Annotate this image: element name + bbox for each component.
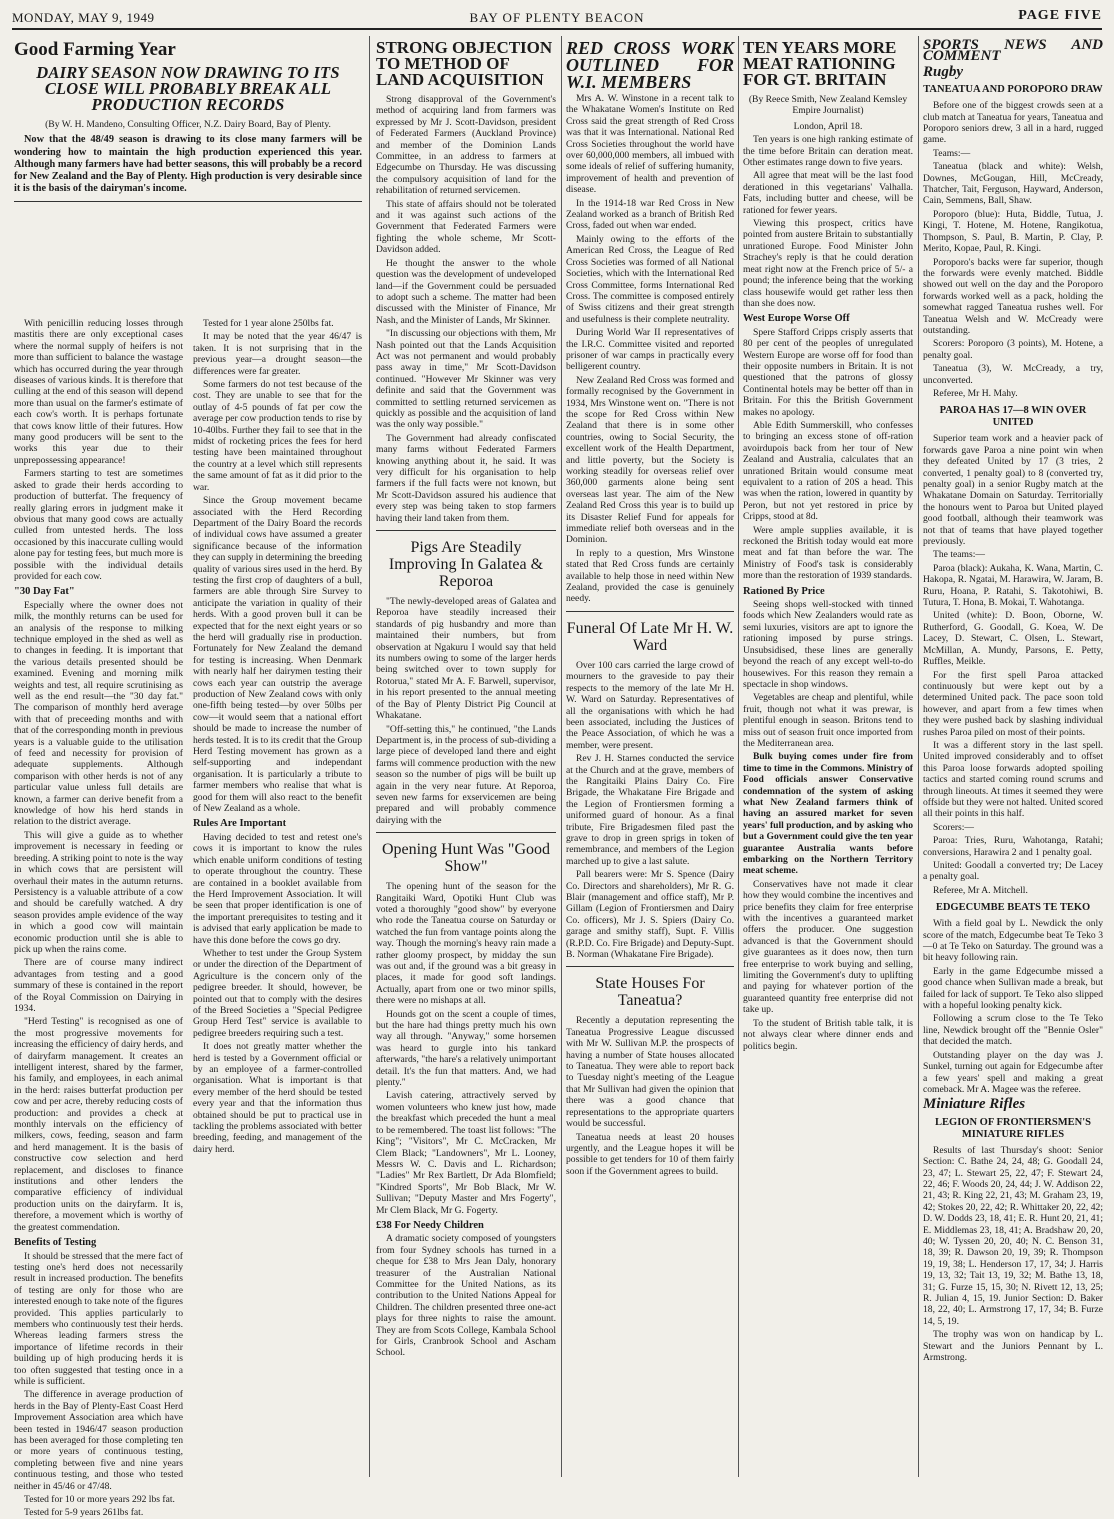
paragraph: The Government had already confiscated many farms without Federated Farmers knowing anything about it, he said. It was very difficult for his organisation to help farmers if the full facts were not known, but Mr Scott-Davidson assured his audience that every step was being taken to stop farmers having their land taken from them. [376,432,556,524]
paragraph: He thought the answer to the whole question was the development of undeveloped land—if the Government could be persuaded to adopt such a scheme. The matter had been discussed with the Minister of Finance, Mr Nash, and the Minister of Lands, Mr Skinner. [376,257,556,326]
paragraph: Referee, Mr A. Mitchell. [933,884,1028,896]
paragraph: During World War II representatives of the I.R.C. Committee visited and reported prisoner of war camps in practically every belligerent country. [566,327,734,373]
paragraph: It may be noted that the year 46/47 is taken. It is not surprising that in the previous year—a drought season—the differences were far greater. [193,331,362,377]
paragraph: Following a scrum close to the Te Teko line, Newdick brought off the "Bennie Osler" that decided the match. [923,1013,1103,1048]
meat-byline: (By Reece Smith, New Zealand Kemsley Empire Journalist) [748,94,908,117]
paragraph: Seeing shops well-stocked with tinned foods which New Zealanders would rate as semi luxuries, visitors are apt to ignore the rationing imposed by purse strings. Unsubsidised, these lines are generally beyond the reach of any except well-to-do housewives. For this reason they remain a spectacle in shop windows. [743,599,913,690]
paragraph: Outstanding player on the day was J. Sunkel, turning out again for Edgecumbe after a few years' spell and making a great comeback. Mr A. Magee was the referee. [923,1049,1103,1095]
paragraph: Lavish catering, attractively served by women volunteers who knew just how, made the breakfast which preceded the hunt a meal to be remembered. The toast list follows: "The King"; "Visitors", Mr C. McCracken, Mr Clem Black; "Landowners", Mr L. Looney, Messrs W. C. Davis and L. Richardson; "Ladies" Mr Rex Bartlett, Dr Ada Blomfield; "Kindred Sports", Mr Bob Black, Mr W. Sullivan; "Deputy Master and Mrs Fogerty", Mr Clem Black, Mr G. Fogerty. [376,1090,556,1216]
paragraph: Ten years is one high ranking estimate of the time before Britain can deration meat. Other estimates range down to five years. [743,134,913,169]
paragraph: "In discussing our objections with them, Mr Nash pointed out that the Lands Acquisition Act was not permanent and would probably pass away in time," Mr Scott-Davidson continued. "However Mr Skinner was very definite and said that the Government was committed to settling returned servicemen as quickly as possible and the acquisition of land was the only way possible." [376,328,556,431]
section-heading: Good Farming Year [14,39,176,60]
paragraph: The trophy was won on handicap by L. Stewart and the Juniors Pennant by L. Armstrong. [923,1329,1103,1364]
sports-headline-3: EDGECUMBE BEATS TE TEKO [935,902,1091,914]
pigs-headline: Pigs Are Steadily Improving In Galatea & Reporoa [388,539,544,591]
paragraph: Taneatua (black and white): Welsh, Downes, McGougan, Hill, McCready, Thatcher, Tait, Ferguson, Hayward, Anderson, Cain, Semmens, Ball, Shaw. [923,161,1103,207]
paragraph: Mrs A. W. Winstone in a recent talk to the Whakatane Women's Institute on Red Cross said the great strength of Red Cross was that it was International. National Red Cross Societies throughout the world have over 60,000,000 members, all imbued with some ideals of relief of suffering humanity, improvement of health and prevention of disease. [566,93,734,196]
paragraph: Were ample supplies available, it is reckoned the British today would eat more meat and fat than before the war. The Ministry of Food's task is considerably more than the restoration of 1939 standards. [743,524,913,582]
paragraph: To the student of British table talk, it is not always clear where dinner ends and politics begin. [743,1017,913,1052]
paragraph: "Herd Testing" is recognised as one of the most progressive movements for increasing the efficiency of dairy herds, and of dairyfarm management. It creates an intelligent interest, shared by the farmer, his family, and employees, in each animal in the herd: raises butterfat production per cow and per acre, thereby reducing costs of production: and provides a check at monthly intervals on the efficiency of milkers, cows, feeding, season and farm and herd management. It is the basis of constructive cow selection and herd replacement, and discloses to finance institutions and other lenders the comparative efficiency of individual production units on the dairyfarm. It is, therefore, a movement which is worthy of the greatest commendation. [14,1016,183,1233]
paragraph: Rev J. H. Starnes conducted the service at the Church and at the grave, members of the Rangitaiki Plains Dairy Co. Fire Brigade, the Whakatane Fire Brigade and the Legion of Frontiersmen forming a uniformed guard of honour. As a final tribute, Fire Brigadesmen filed past the grave to drop in green sprigs in token of remembrance, and members of the Legion marched up to give a last salute. [566,753,734,867]
hunt-headline: Opening Hunt Was "Good Show" [381,841,551,876]
paragraph: With penicillin reducing losses through mastitis there are only exceptional cases where the normal supply of heifers is not more than sufficient to balance the wastage which has occurred during the year through diseases of various kinds. It is therefore that culling at the end of this season will depend more than usual on the farmer's estimate of each cow's worth. It is perhaps fortunate that cows know little of their futures. How many good producers will be sent to the works this year due to their unprepossessing appearance! [14,318,183,466]
subheading: Rules Are Important [193,818,287,830]
farming-intro: Now that the 48/49 season is drawing to its close many farmers will be wondering how to maintain the high production experienced this year. Although many farmers have had better seasons, this will probably be a record for New Zealand and the Bay of Plenty. High production is very desirable since it is the basis of the dairyman's income. [14,134,362,195]
page-number: PAGE FIVE [1018,8,1102,23]
funeral-headline: Funeral Of Late Mr H. W. Ward [566,619,734,654]
divider [376,530,556,531]
paragraph: This state of affairs should not be tolerated and it was against such actions of the Government that Federated Farmers were fighting the whole scheme, Mr Scott-Davidson added. [376,198,556,256]
paragraph: Some farmers do not test because of the cost. They are unable to see that for the outlay of 4-5 pounds of fat per cow the average per cow production tends to rise by 10-40lbs. Further they fail to see that in the midst of rocketing prices the fees for herd testing have been maintained throughout the country at a level which still represents the same amount of fat as it did prior to the war. [193,379,362,493]
column-rule [918,36,919,1477]
column-3 [376,36,556,1477]
masthead [12,6,1102,30]
paragraph: Conservatives have not made it clear how they would combine the incentives and price benefits they claim for free enterprise with the incentives a guaranteed market offers the producer. One suggestion advanced is that the Government should give guarantees as it does now, then turn free enterprise to work buying and selling, limiting the Government's duty to uplifting and paying for whatever portion of the guaranteed quantity free enterprise did not take up. [743,878,913,1016]
paragraph: Scorers:— [933,821,975,833]
land-headline: STRONG OBJECTION TO METHOD OF LAND ACQUISITION [376,38,553,89]
paragraph: This will give a guide as to whether improvement is necessary in feeding or breeding. A striking point to note is the way in which cows that are persistent will overhaul their mates in the autumn returns. Persistency is a valuable attribute of a cow and should be carefully watched. A dry season provides ample evidence of the way in which a good cow will maintain economic production until she is able to pick up when the rains come. [14,829,183,955]
paragraph: "The newly-developed areas of Galatea and Reporoa have steadily increased their standards of pig husbandry and more than maintained their numbers, but from observation at Ngakuru I would say that held its numbers owing to some of the larger herds being switched over to town supply for Rotorua," stated Mr A. F. Barwell, supervisor, in his report presented to the annual meeting of the Bay of Plenty District Pig Council at Whakatane. [376,596,556,722]
sports-headline-1: TANEATUA AND POROPORO DRAW [923,84,1103,96]
paragraph: "Off-setting this," he continued, "the Lands Department is, in the process of sub-dividing a large piece of developed land there and eight farms will commence production with the new season so the number of pigs will be built up again in the very near future. At Reporoa, seven new farms for exservicemen are being prepared and will probably commence dairying with the [376,723,556,826]
paragraph: Farmers starting to test are sometimes asked to grade their herds according to production of butterfat. The frequency of really glaring errors in judgment make it obvious that many good cows are actually culled from untested herds. The loss occasioned by this inaccurate culling would alone pay for testing fees, but much more is possible with the individual details provided for each cow. [14,468,183,582]
paragraph: The difference in average production of herds in the Bay of Plenty-East Coast Herd Improvement Association area which have been tested in 1946/47 season production has been averaged for those completing ten or more years of continuous testing, completing between five and nine years continuous testing, and those who tested neither in 45/46 or 47/48. [14,1389,183,1492]
houses-headline: State Houses For Taneatua? [595,975,705,1010]
redcross-headline: RED CROSS WORK OUTLINED FOR W.I. MEMBERS [566,38,734,92]
paragraph: New Zealand Red Cross was formed and formally recognised by the Government in 1934, Mrs Winstone went on. "There is not the scope for Red Cross within New Zealand that there is in some other countries, owing to Social Security, the excellent work of the Health Department, and little poverty, but the Society is working steadily for overseas relief over 360,000 garments alone being sent overseas last year. The aim of the New Zealand Red Cross this year is to build up its Disaster Relief Fund for appeals for immediate relief both overseas and in the Dominion. [566,374,734,546]
divider [14,201,362,202]
paragraph: It does not greatly matter whether the herd is tested by a Government official or by an employee of a farmer-controlled organisation. What is important is that every member of the herd should be tested every year and that the information thus obtained should be put to practical use in tackling the problems associated with better breeding, feeding, and management of the dairy herd. [193,1041,362,1155]
paragraph: In reply to a question, Mrs Winstone stated that Red Cross funds are certainly available to help those in need within New Zealand, provided the case is genuinely needy. [566,547,734,605]
paragraph: Tested for 10 or more years 292 lbs fat. [24,1494,175,1506]
paragraph: Teams:— [933,147,971,159]
paragraph: Poroporo's backs were far superior, though the forwards were evenly matched. Biddle showed out well on the day and the Poroporo forwards worked well as a pack, holding the somewhat ragged Taneatua rushes well. For Taneatua Welsh and W. McCready were outstanding. [923,256,1103,336]
subheading: West Europe Worse Off [743,313,850,325]
paragraph: Results of last Thursday's shoot: Senior Section: C. Bathe 24, 24, 48; G. Goodall 24, 23, 47; L. Stewart 25, 22, 47; F. Stewart 24, 22, 46; F. Woods 20, 24, 44; J. W. Addison 22, 21, 43; R. King 22, 21, 43; M. Graham 23, 19, 42; Stokes 20, 22, 42; R. Whittaker 20, 22, 42; D. W. Dodds 23, 18, 41; E. R. Hunt 20, 21, 41; E. Middlemas 23, 18, 41; A. Bradshaw 20, 20, 40; W. Tyssen 20, 20, 40; N. C. Benson 31, 18, 39; R. Dawson 20, 19, 39; R. Thompson 19, 19, 38; L. Henderson 17, 17, 34; J. Harris 19, 13, 32; Tait 13, 19, 32; M. Bathe 13, 18, 31; G. Furze 15, 15, 30; N. Rivett 12, 13, 25; R. Julian 4, 15, 19. Junior Section: D. Baker 18, 22, 40; L. Armstrong 17, 17, 34; B. Furze 14, 5, 19. [923,1144,1103,1327]
subheading: "30 Day Fat" [14,586,75,598]
divider [566,611,734,612]
paragraph: Paroa (black): Aukaha, K. Wana, Martin, C. Hakopa, R. Ngatai, M. Harawira, W. Jaram, B. Ruru, Hoana, P. Ratahi, S. Takotohiwi, B. Tutura, T. Hona, B. Mokai, T. Wahotanga. [923,562,1103,609]
paragraph: All agree that meat will be the last food derationed in this vegetarians' Valhalla. Fats, including butter and cheese, will be rationed for fewer years. [743,170,913,216]
paragraph: United: Goodall a converted try; De Lacey a penalty goal. [923,860,1103,883]
paragraph: Whether to test under the Group System or under the direction of the Department of Agriculture is the concern only of the pedigree breeder. It should, however, be pointed out that to comply with the desires of the Breed Societies a "Special Pedigree Group Herd Test" service is available to pedigree breeders requiring such a test. [193,947,362,1039]
paragraph: A dramatic society composed of youngsters from four Sydney schools has turned in a cheque for £38 to Mrs Jean Daly, honorary treasurer of the Australian National Committee for the United Nations, as its contribution to the United Nations Appeal for Children. The children presented three one-act plays for three nights to raise the amount. They are from Scots College, Kambala School for Girls, Cranbrook School and Ascham School. [376,1233,556,1359]
paragraph: Taneatua needs at least 20 houses urgently, and the League hopes it will be possible to get tenders for 10 of them fairly soon if the Government agrees to build. [566,1131,734,1177]
divider [376,832,556,833]
paragraph: Tested for 1 year alone 250lbs fat. [203,318,334,329]
farming-byline: (By W. H. Mandeno, Consulting Officer, N.Z. Dairy Board, Bay of Plenty. [45,119,331,130]
paragraph: Tested for 5-9 years 261lbs fat. [24,1507,144,1519]
paragraph: In the 1914-18 war Red Cross in New Zealand worked as a branch of British Red Cross, faded out when war ended. [566,197,734,232]
subheading: Rationed By Price [743,585,825,597]
paragraph: United (white): D. Boon, Oborne, W. Rutherford, G. Goodall, G. Koea, W. De Lacey, D. Stewart, C. Olsen, L. Stewart, McMillan, A. Mundy, Parsons, E. Petty, Ruffles, Meikle. [923,610,1103,668]
issue-date: MONDAY, MAY 9, 1949 [12,10,155,25]
paragraph: There are of course many indirect advantages from testing and a good summary of these is contained in the report of the Royal Commission on Dairying in 1934. [14,957,183,1014]
paragraph: The opening hunt of the season for the Rangitaiki Ward, Opotiki Hunt Club was voted a thoroughly "good show" by everyone who rode the Taneatua course on Saturday or watched the fun from vantage points along the way. Though the morning's heavy rain made a rather gloomy prospect, by midday the sun was out and, if the ground was a bit greasy in places, it made for good soft landings. Actually, apart from one or two minor spills, there were no mishaps at all. [376,881,556,1007]
paragraph-bold: Bulk buying comes under fire from time to time in the Commons. Ministry of Food officials answer Conservative condemnation of the system of asking what New Zealand farmers think of having an assured market for seven years' full production, and by asking who but a Government could give the ten year guarantee Australia wants before embarking on the Northern Territory meat scheme. [743,751,913,877]
meat-headline: TEN YEARS MORE MEAT RATIONING FOR GT. BRITAIN [743,38,897,89]
newspaper-title: BAY OF PLENTY BEACON [469,10,645,25]
paragraph: Strong disapproval of the Government's method of acquiring land from farmers was expressed by Mr J. Scott-Davidson, president of Federated Farmers (Auckland Province) and member of the Dominion Lands Committee, in an address to farmers at Edgecumbe on Thursday. He was discussing the compulsory acquisition of land for the rehabilitation of returned servicemen. [376,94,556,197]
column-5 [743,36,913,1477]
paragraph: It was a different story in the last spell. United improved considerably and to offset this Paroa loose forwards adopted spoiling tactics and started coming round scrums and through lineouts. At times it seemed they were offside but they were not halted. United scored all their points in this half. [923,739,1103,820]
rifles-label: Miniature Rifles [923,1096,1026,1113]
paragraph: Superior team work and a heavier pack of forwards gave Paroa a nine point win when they defeated United by 17 (3 tries, 2 converted, 1 penalty goal) to 8 (converted try, penalty goal) in a senior Rugby match at the Whakatane Domain on Saturday. Territorially the honours went to Paroa but United played good football, although their teamwork was not that of teams that have played together previously. [923,433,1103,548]
paragraph: Paroa: Tries, Ruru, Wahotanga, Ratahi; conversions, Harawira 2 and 1 penalty goal. [923,835,1103,858]
paragraph: Able Edith Summerskill, who confesses to bringing an excess stone of off-ration avoirdupois back from her tour of New Zealand and Australia, calculates that an unrationed Britain would consume meat equivalent to a ration of 20S a head. This was when the ration, lowered in quantity by Peron, but not yet restored in price by Cripps, stood at 8d. [743,419,913,523]
sports-headline-4: LEGION OF FRONTIERSMEN'S MINIATURE RIFLES [935,1116,1091,1140]
paragraph: Early in the game Edgecumbe missed a good chance when Sullivan made a break, but failed for lack of support. Te Teko also slipped with a hopeful looking penalty kick. [923,965,1103,1012]
paragraph: Before one of the biggest crowds seen at a club match at Taneatua for years, Taneatua and Poroporo seniors drew, 3 all in a hard, rugged game. [923,100,1103,146]
column-4 [566,36,734,1477]
column-rule [738,36,739,1477]
paragraph: Taneatua (3), W. McCready, a try, unconverted. [923,363,1103,386]
paragraph: With a field goal by L. Newdick the only score of the match, Edgecumbe beat Te Teko 3—0 at Te Teko on Saturday. The ground was a bit heavy following rain. [923,918,1103,964]
column-6 [923,36,1103,1477]
subheading: £38 For Needy Children [376,1219,484,1231]
paragraph: Poroporo (blue): Huta, Biddle, Tutua, J. Kingi, T. Hotene, M. Hotene, Rangikotua, Thompson, S. Paul, B. Martin, P. Clay, P. Merito, Kopae, Paul, R. Kingi. [923,208,1103,255]
paragraph: For the first spell Paroa attacked continuously but were kept out by a determined United pack. The pace soon told however, and apart from a few times when they were pushed back by slashing individual rushes Paroa piled on most of their points. [923,669,1103,738]
paragraph: Since the Group movement became associated with the Herd Recording Department of the Dairy Board the records of individual cows have assumed a greater significance because of the information they can supply in determining the breeding quality of various sires used in the herd. By testing the first crop of daughters of a bull, farmers are able through Sire Survey to anticipate the variation in quality of their herds. With a good proven bull it can be expected that for the next eight years or so the herd will gradually rise in production. Fortunately for New Zealand the demand for testing is increasing. When Denmark with nearly half her dairymen testing their cows each year can outstrip the average production of New Zealand cows with only one-fifth being tested—by over 50lbs per cow—it would seem that a national effort should be made to increase the number of herds tested. It is to its credit that the Group Herd Testing movement has grown as a self-supporting and independant organisation. It is particularly a tribute to farmer members who realise that what is good for them will also react to the benefit of New Zealand as a whole. [193,495,362,815]
farming-headline: DAIRY SEASON NOW DRAWING TO ITS CLOSE WILL PROBABLY BREAK ALL PRODUCTION RECORDS [36,63,340,114]
paragraph: Referee, Mr H. Mahy. [933,387,1018,399]
paragraph: Spere Stafford Cripps crisply asserts that 80 per cent of the peoples of unregulated Western Europe are worse off for food than their opposite numbers in Britain. It is not questioned that the patrons of glossy Continental hotels may be better off than in Britain. For this the British Government makes no apology. [743,326,913,418]
paragraph: Mainly owing to the efforts of the American Red Cross, the League of Red Cross Societies was formed of all National Societies, which with the International Red Cross Committee, forms International Red Cross. The committee is composed entirely of Swiss citizens and their great strength and usefulness is their complete neutrality. [566,233,734,325]
farming-article [14,36,362,1519]
sports-headline-2: PAROA HAS 17—8 WIN OVER UNITED [939,405,1087,429]
rugby-label: Rugby [923,63,964,80]
paragraph: It should be stressed that the mere fact of testing one's herd does not necessarily result in increased production. The benefits of testing are only for those who are interested enough to take note of the figures provided. This applies particularly to members who continuously test their herds. Whereas leading farmers stress the importance of lifetime records in their building up of high producing herds it is too often suggested that testing once in a while is sufficient. [14,1250,183,1387]
farming-left-column [14,318,183,1519]
column-rule [369,36,370,1477]
paragraph: Viewing this prospect, critics have pointed from austere Britain to substantially unrationed Europe. Food Minister John Strachey's reply is that he could deration meat right now at the French price of 5/- a pound; the inference being that the working class housewife would get rather less then than she does now. [743,218,913,309]
farming-right-column [193,318,362,1477]
paragraph: Recently a deputation representing the Taneatua Progressive League discussed with Mr W. Sullivan M.P. the prospects of having a number of State houses allocated to Taneatua. They were able to report back to Tuesday night's meeting of the League that Mr Sullivan had given the opinion that there was a good chance that representations to the appropriate quarters would be successful. [566,1015,734,1130]
paragraph: Especially where the owner does not milk, the monthly returns can be used for an analysis of the response to milking technique employed in the shed as well as to changes in feeding. It is important that the various details presented should be examined. Evening and morning milk weights and test, all require scrutinising as well as the end result—the "30 day fat." The comparison of monthly herd average with that of preceeding months and with that of the corresponding month in previous years is a valuable guide to the utilisation of feed and necessity for provision of adequate supplements. Although comparison with other herds is not of any particular value unless full details are known, a farmer can derive benefit from a knowledge of how his herd stands in relation to the district average. [14,599,183,828]
divider [566,966,734,967]
paragraph: Pall bearers were: Mr S. Spence (Dairy Co. Directors and shareholders), Mr R. G. Blair (management and office staff), Mr P. Gillam (Legion of Frontiersmen and Dairy Co. officers), Mr J. S. Spiers (Dairy Co. garage and smithy staff), Supt. F. Villis (R.P.D. Co. Fire Brigade) and Deputy-Supt. B. Norman (Whakatane Fire Brigade). [566,869,734,961]
paragraph: Hounds got on the scent a couple of times, but the hare had things pretty much his own way all through. "Anyway," some horsemen was heard to gurgle into his tankard afterwards, "the hare's a relatively unimportant detail. It's the fun that matters. And, we had plenty." [376,1008,556,1089]
paragraph: Having decided to test and retest one's cows it is important to know the rules which enable uniform conditions of testing to operate throughout the country. These are contained in a booklet available from the Herd Improvement Association. It will be seen that proper identification is one of the important prerequisites to testing and it is advised that early application be made to have this done before the cows go dry. [193,831,362,946]
farming-columns [14,318,362,1519]
paragraph: Scorers: Poroporo (3 points), M. Hotene, a penalty goal. [923,338,1103,361]
meat-dateline: London, April 18. [793,120,863,132]
paragraph: Over 100 cars carried the large crowd of mourners to the graveside to pay their respects to the memory of the late Mr H. W. Ward on Saturday. Representatives of all the organisations with which he had been associated, including the Justices of the Peace Association, of which he was a member, were present. [566,659,734,751]
paragraph: The teams:— [933,549,985,561]
sports-section-label: SPORTS NEWS AND COMMENT [923,37,1103,65]
subheading: Benefits of Testing [14,1237,97,1249]
column-rule [561,36,562,1477]
paragraph: Vegetables are cheap and plentiful, while fruit, though not what it was prewar, is plentiful enough in season. Britons tend to miss out of season fruit once imported from the Mediterranean area. [743,692,913,749]
